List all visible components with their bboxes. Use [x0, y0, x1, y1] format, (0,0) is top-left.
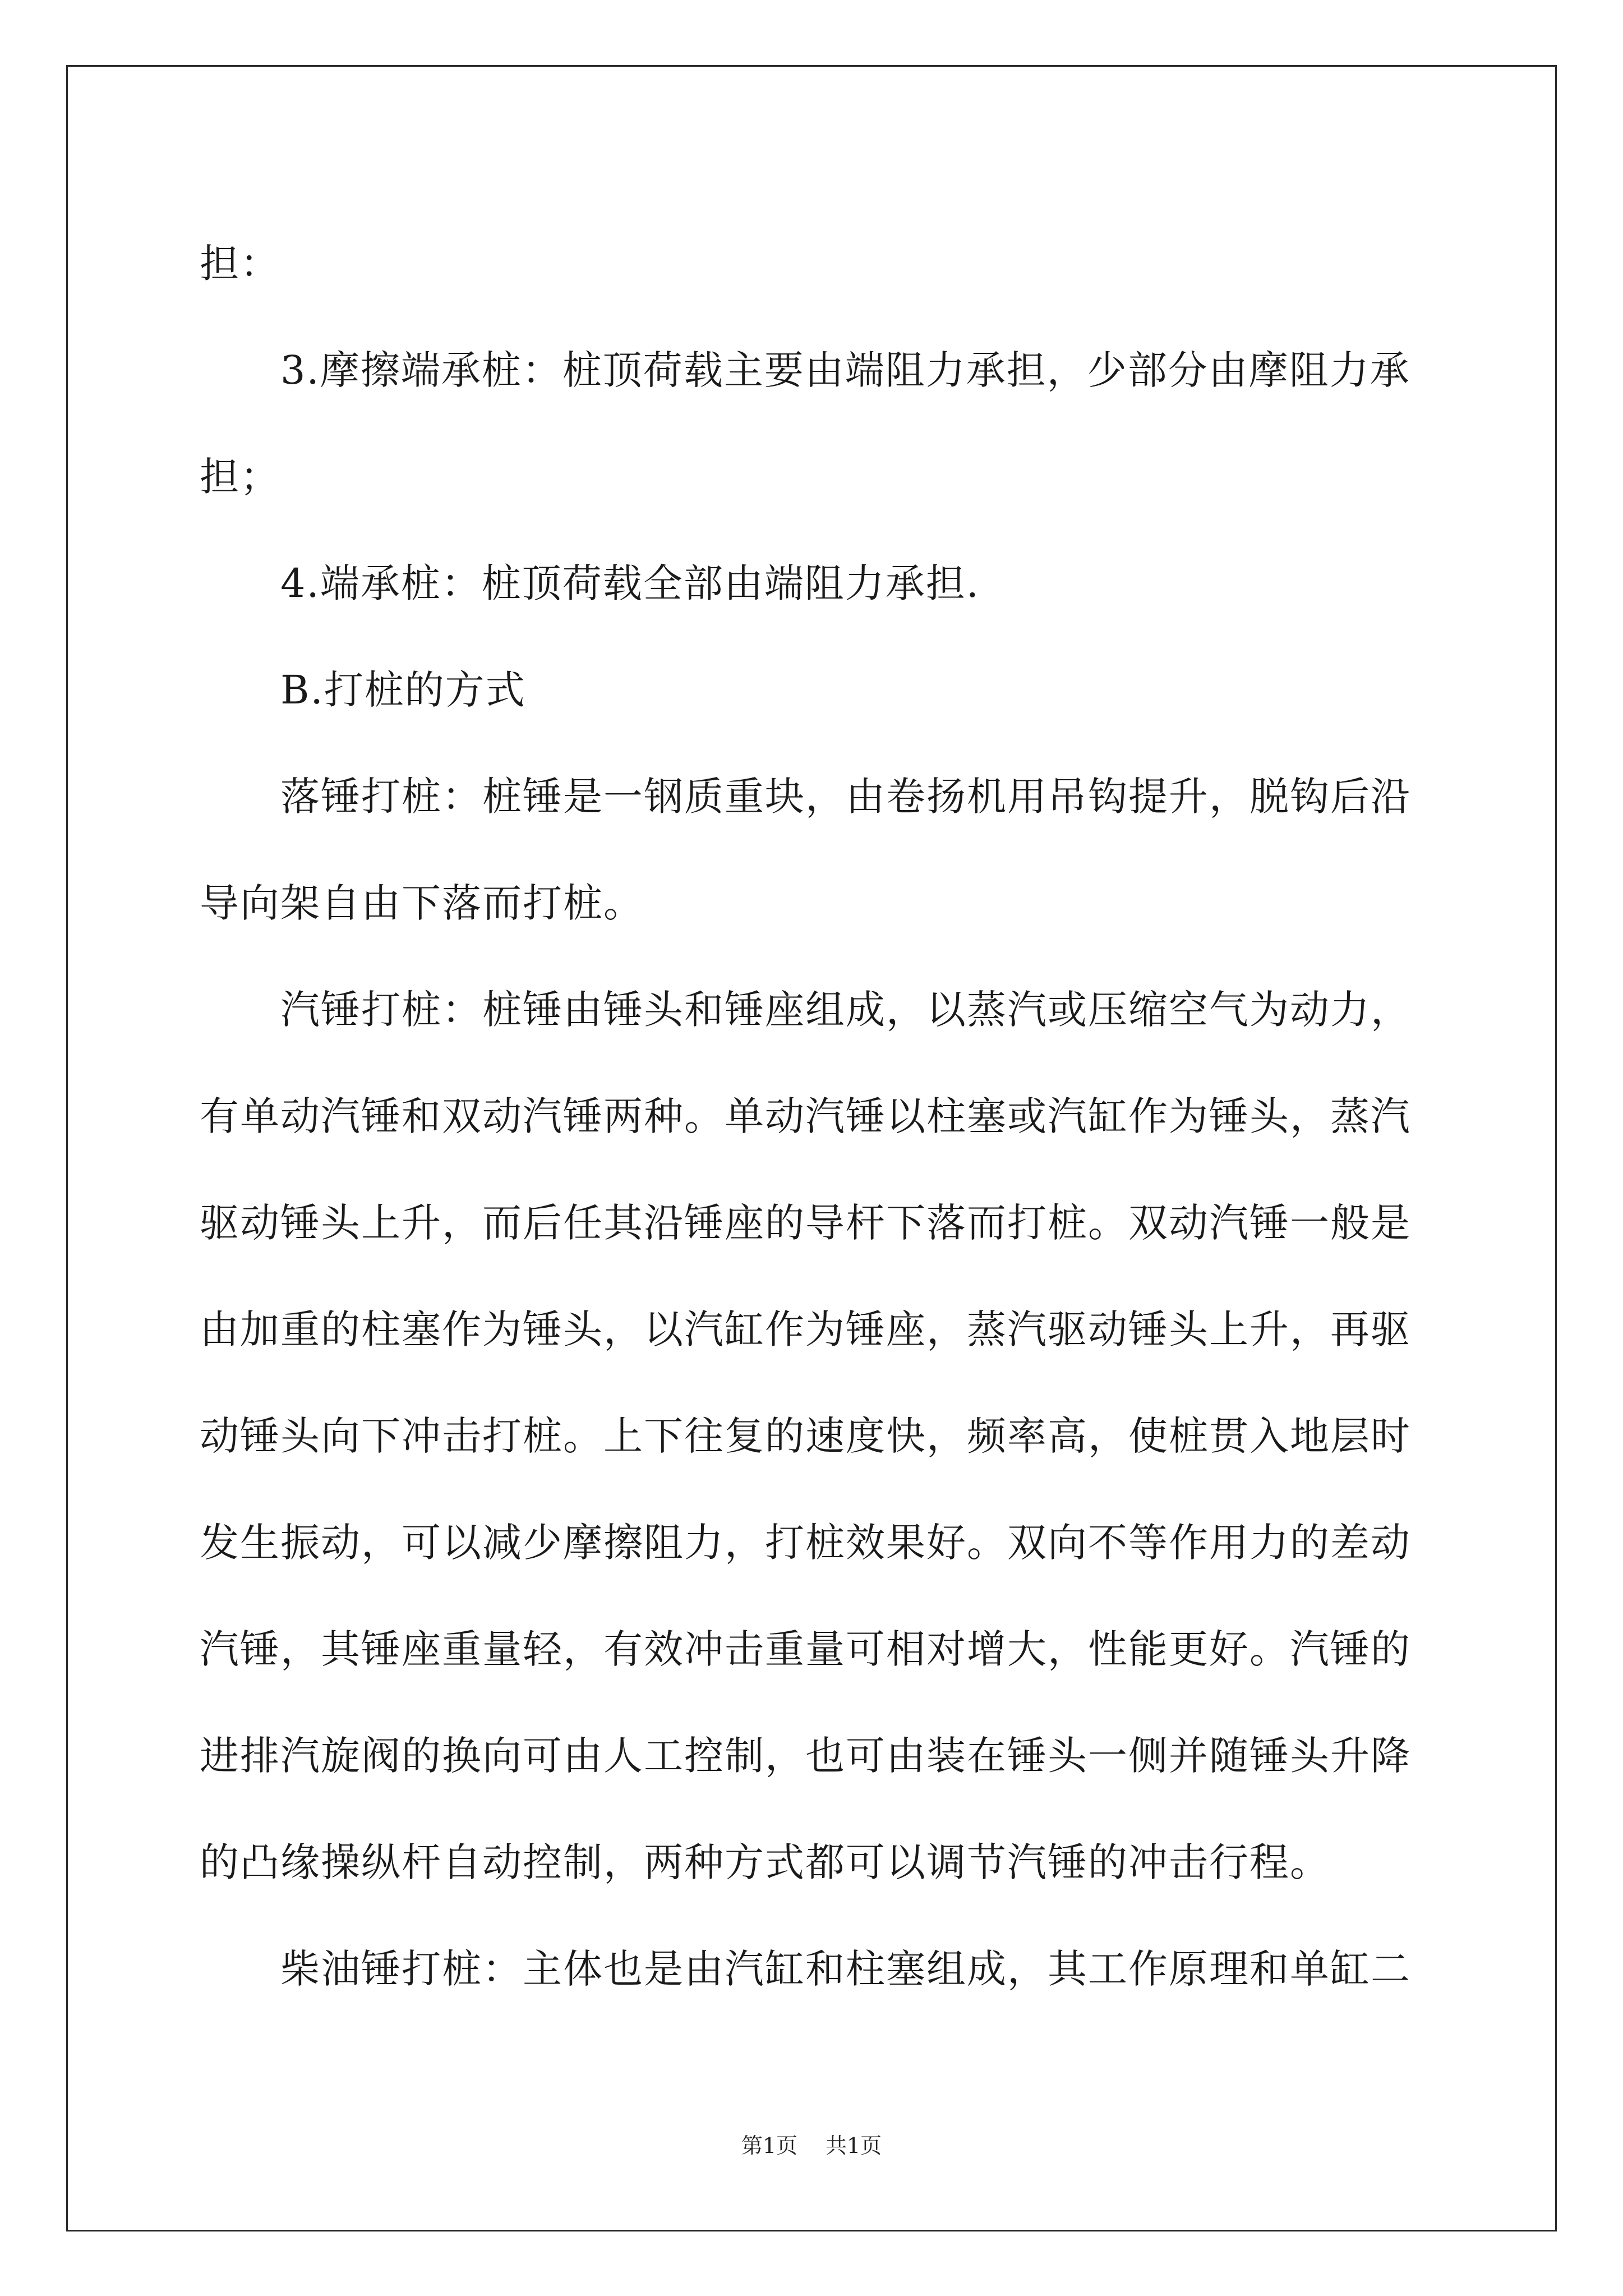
text-line: 担； [200, 454, 280, 500]
page-number: 第1页 [741, 2133, 797, 2158]
page-total: 共1页 [826, 2133, 882, 2158]
page-footer [0, 2129, 1623, 2162]
text-line: 汽锤打桩：桩锤由锤头和锤座组成，以蒸汽或压缩空气为动力， [200, 987, 1411, 1033]
text-line: 柴油锤打桩：主体也是由汽缸和柱塞组成，其工作原理和单缸二 [200, 1946, 1411, 1992]
text-line: 担： [200, 241, 280, 287]
text-line: 有单动汽锤和双动汽锤两种。单动汽锤以柱塞或汽缸作为锤头，蒸汽 [200, 1093, 1411, 1139]
text-line: 导向架自由下落而打桩。 [200, 880, 644, 926]
text-line: 汽锤，其锤座重量轻，有效冲击重量可相对增大，性能更好。汽锤的 [200, 1626, 1411, 1672]
text-line: 由加重的柱塞作为锤头，以汽缸作为锤座，蒸汽驱动锤头上升，再驱 [200, 1306, 1411, 1352]
text-line: 动锤头向下冲击打桩。上下往复的速度快，频率高，使桩贯入地层时 [200, 1413, 1411, 1459]
text-line: 发生振动，可以减少摩擦阻力，打桩效果好。双向不等作用力的差动 [200, 1520, 1411, 1566]
text-line: 4.端承桩：桩顶荷载全部由端阻力承担. [200, 560, 980, 606]
text-line: 3.摩擦端承桩：桩顶荷载主要由端阻力承担，少部分由摩阻力承 [200, 347, 1410, 393]
text-line: 的凸缘操纵杆自动控制，两种方式都可以调节汽锤的冲击行程。 [200, 1839, 1330, 1885]
text-line: 进排汽旋阀的换向可由人工控制，也可由装在锤头一侧并随锤头升降 [200, 1733, 1411, 1779]
section-heading: B.打桩的方式 [200, 667, 526, 713]
text-line: 驱动锤头上升，而后任其沿锤座的导杆下落而打桩。双动汽锤一般是 [200, 1200, 1411, 1246]
text-line: 落锤打桩：桩锤是一钢质重块，由卷扬机用吊钩提升，脱钩后沿 [200, 774, 1411, 820]
